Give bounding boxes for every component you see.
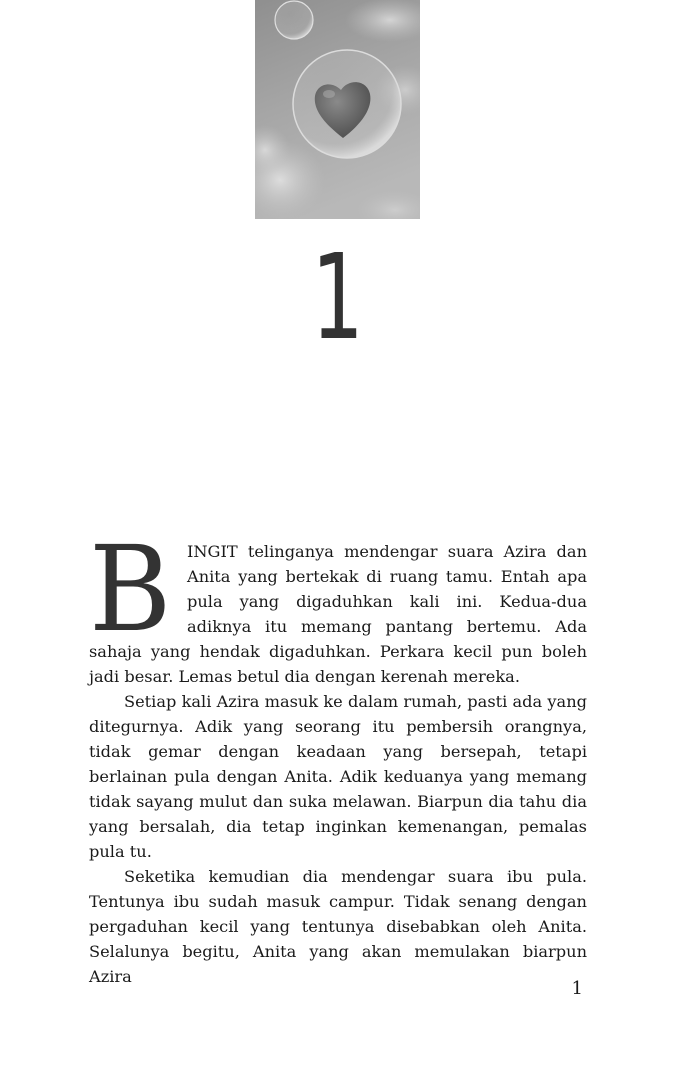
page-number: 1 (571, 978, 583, 999)
paragraph-1-text: INGIT telinganya mendengar suara Azira dan Anita yang bertekak di ruang tamu. Entah apa pula yang digaduhkan kali ini. Kedua-dua adiknya itu memang pantang bertemu. Ada sahaja yang hendak digaduhkan. Perkara kecil pun boleh jadi besar. Lemas betul dia dengan kerenah mereka. (89, 542, 587, 686)
chapter-header-image (255, 0, 420, 219)
chapter-number: 1 (311, 228, 364, 366)
paragraph-3: Seketika kemudian dia mendengar suara ibu pula. Tentunya ibu sudah masuk campur. Tidak senang dengan pergaduhan kecil yang tentunya disebabkan oleh Anita. Selalunya begitu, Anita yang akan memulakan biarpun Azira (89, 867, 587, 986)
chapter-body (89, 520, 587, 989)
drop-cap: B (89, 520, 172, 658)
paragraph-2: Setiap kali Azira masuk ke dalam rumah, pasti ada yang ditegurnya. Adik yang seorang itu pembersih orangnya, tidak gemar dengan keadaan yang bersepah, tetapi berlainan pula dengan Anita. Adik keduanya yang memang tidak sayang mulut dan suka melawan. Biarpun dia tahu dia yang bersalah, dia tetap inginkan kemenangan, pemalas pula tu. (89, 692, 587, 861)
paragraph-1 (89, 520, 587, 689)
